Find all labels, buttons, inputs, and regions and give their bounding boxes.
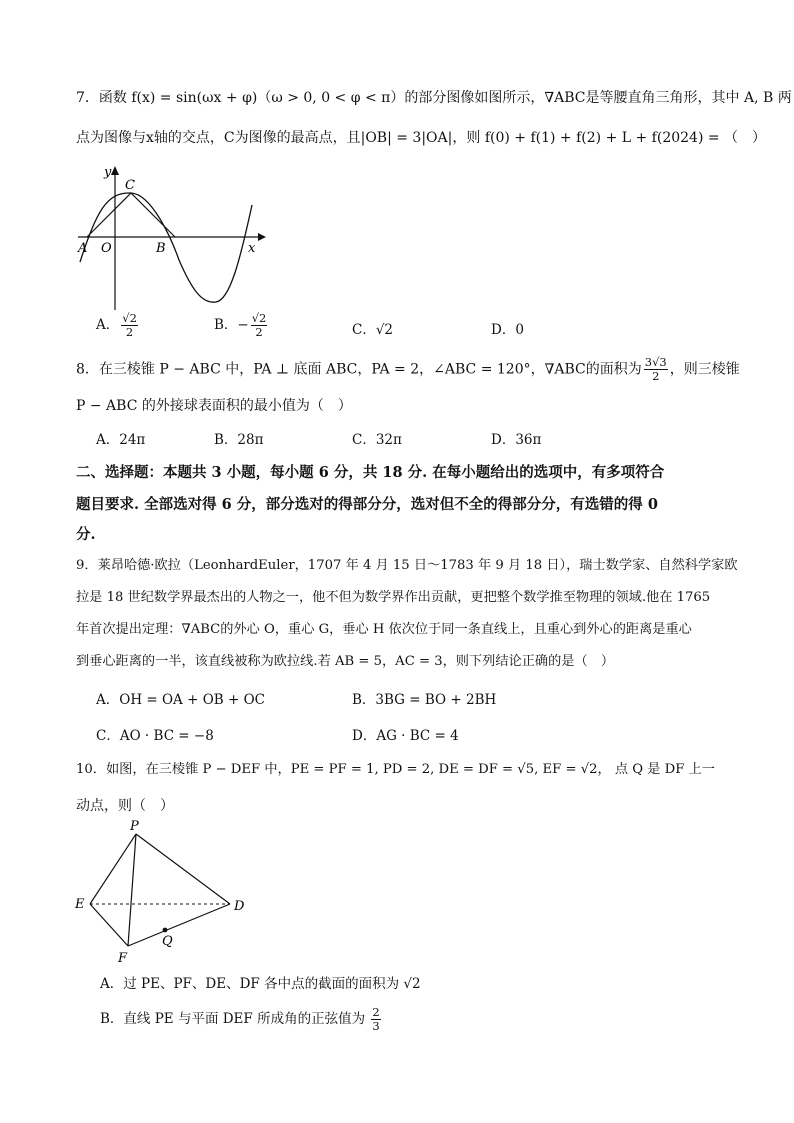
q8-stem-line-2: P − ABC 的外接球表面积的最小值为（ ） [76, 398, 352, 414]
q8-option-c: C．32π [352, 432, 402, 448]
q10-tetrahedron-diagram [72, 816, 262, 966]
q10-stem-line-1: 10．如图，在三棱锥 P − DEF 中，PE = PF = 1, PD = 2, DE = DF = √5, EF = √2， 点 Q 是 DF 上一 [76, 762, 715, 777]
q7-label-x: x [248, 241, 256, 256]
section-2-heading-line-3: 分. [76, 526, 96, 543]
q10-label-q: Q [162, 934, 173, 949]
q10-stem-line-2: 动点，则（ ） [76, 798, 174, 814]
q7-x-axis-arrow [258, 233, 266, 241]
q8-stem-line-1: 8．在三棱锥 P − ABC 中，PA ⊥ 底面 ABC，PA = 2，∠ABC = 120°，∇ABC的面积为 $\frac{3√3}{2}$ ，则三棱锥 [76, 355, 740, 383]
q7-label-y: y [104, 165, 112, 180]
q10-option-b: B．直线 PE 与平面 DEF 所成角的正弦值为 $\frac{2}{3}$ [100, 1005, 380, 1033]
q8-option-a: A．24π [96, 432, 146, 448]
q7-option-b: B．− $\frac{√2}{2}$ [214, 311, 267, 339]
q10-edge-pd [136, 834, 230, 904]
q7-sine-graph [72, 160, 272, 320]
q10-edge-pe [90, 834, 136, 904]
q7-label-c: C [125, 178, 135, 193]
q9-option-a: A．OH = OA + OB + OC [96, 692, 265, 708]
q10-edge-ef [90, 904, 128, 946]
q10-label-e: E [75, 897, 85, 912]
q7-label-o: O [101, 241, 112, 256]
q7-label-b: B [156, 241, 166, 256]
q7-label-a: A [78, 241, 88, 256]
q10-edge-pf [128, 834, 136, 946]
q9-stem-line-3: 年首次提出定理：∇ABC的外心 O，重心 G，垂心 H 依次位于同一条直线上，且重心到外心的距离是重心 [76, 622, 692, 637]
section-2-heading-line-2: 题目要求. 全部选对得 6 分，部分选对的得部分分，选对但不全的得部分分，有选错的得 0 [76, 496, 658, 513]
q10-option-a: A．过 PE、PF、DE、DF 各中点的截面的面积为 √2 [100, 976, 421, 992]
q7-option-d: D．0 [491, 322, 524, 338]
q10-point-q [163, 928, 168, 933]
q7-option-a: A． $\frac{√2}{2}$ [96, 311, 137, 339]
q9-stem-line-2: 拉是 18 世纪数学界最杰出的人物之一，他不但为数学界作出贡献，更把整个数学推至物理的领域.他在 1765 [76, 590, 711, 605]
q9-option-d: D．AG · BC = 4 [352, 728, 459, 744]
q7-stem-line-1: 7．函数 f(x) = sin(ωx + φ)（ω > 0, 0 < φ < π）的部分图像如图所示，∇ABC是等腰直角三角形，其中 A, B 两 [76, 90, 792, 106]
q7-triangle [87, 193, 175, 237]
q8-option-d: D．36π [491, 432, 542, 448]
q9-stem-line-4: 到垂心距离的一半，该直线被称为欧拉线.若 AB = 5，AC = 3，则下列结论正确的是（ ） [76, 654, 615, 669]
q9-stem-line-1: 9．莱昂哈德·欧拉（LeonhardEuler，1707 年 4 月 15 日～1783 年 9 月 18 日），瑞士数学家、自然科学家欧 [76, 558, 738, 573]
q9-option-c: C．AO · BC = −8 [96, 728, 214, 744]
q10-label-p: P [130, 819, 139, 834]
q10-label-d: D [234, 899, 245, 914]
q7-y-axis-arrow [111, 166, 119, 175]
q10-edge-fd [128, 904, 230, 946]
section-2-heading-line-1: 二、选择题：本题共 3 小题，每小题 6 分，共 18 分. 在每小题给出的选项中，有多项符合 [76, 464, 665, 481]
q7-stem-line-2: 点为图像与x轴的交点，C为图像的最高点，且|OB| = 3|OA|，则 f(0) + f(1) + f(2) + L + f(2024) = （ ） [76, 130, 767, 146]
q9-option-b: B．3BG = BO + 2BH [352, 692, 497, 708]
q7-option-c: C．√2 [352, 322, 394, 338]
q10-label-f: F [118, 951, 128, 966]
q8-option-b: B．28π [214, 432, 264, 448]
